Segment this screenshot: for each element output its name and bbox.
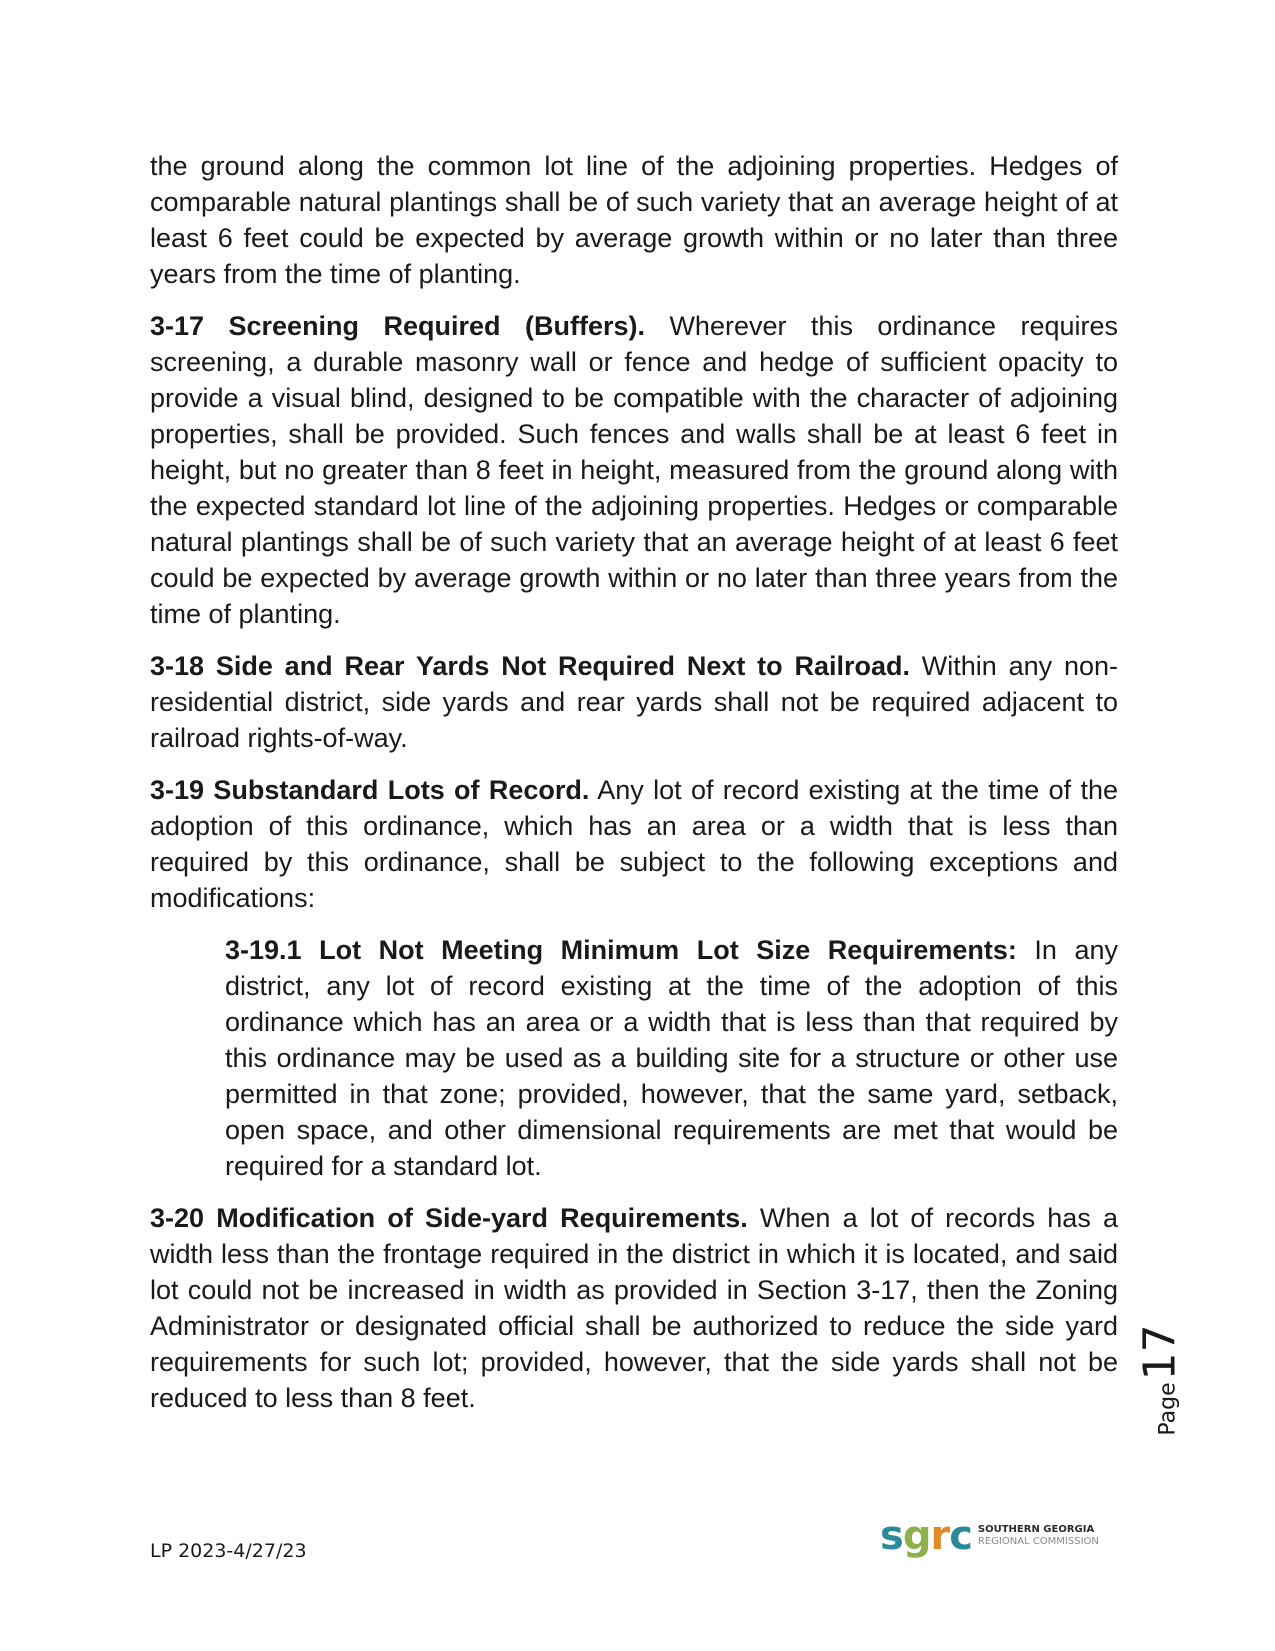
logo-mark: sgrc [880, 1513, 972, 1559]
page-digits: 17 [1134, 1324, 1186, 1381]
section-heading: 3-19 Substandard Lots of Record. [150, 775, 590, 805]
document-body [150, 148, 1118, 1432]
sgrc-logo [880, 1513, 1099, 1559]
logo-line1: SOUTHERN GEORGIA [977, 1524, 1095, 1535]
section-3-18 [150, 648, 1118, 756]
page-label: Page [1155, 1382, 1181, 1436]
section-text: Within any non-residential district, side yards and rear yards shall not be required adjacent to railroad rights-of-way. [150, 651, 1118, 753]
section-3-20 [150, 1200, 1118, 1416]
section-text: When a lot of records has a width less than the frontage required in the district in which it is located, and said lot could not be increased in width as provided in Section 3-17, then the Zoning Administrator or designated official shall be authorized to reduce the side yard requirements for such lot; provided, however, that the side yards shall not be reduced to less than 8 feet. [150, 1203, 1118, 1413]
section-heading: 3-20 Modification of Side-yard Requirements. [150, 1203, 748, 1233]
footer-date: LP 2023-4/27/23 [150, 1540, 307, 1562]
section-text: Wherever this ordinance requires screening, a durable masonry wall or fence and hedge of sufficient opacity to provide a visual blind, designed to be compatible with the character of adjoining properties, shall be provided. Such fences and walls shall be at least 6 feet in height, but no greater than 8 feet in height, measured from the ground along with the expected standard lot line of the adjoining properties. Hedges or comparable natural plantings shall be of such variety that an average height of at least 6 feet could be expected by average growth within or no later than three years from the time of planting. [150, 311, 1118, 629]
logo-text [978, 1524, 1099, 1548]
section-text: In any district, any lot of record existing at the time of the adoption of this ordinance which has an area or a width that is less than that required by this ordinance may be used as a building site for a structure or other use permitted in that zone; provided, however, that the same yard, setback, open space, and other dimensional requirements are met that would be required for a standard lot. [225, 935, 1118, 1181]
section-heading: 3-17 Screening Required (Buffers). [150, 311, 645, 341]
section-text: Any lot of record existing at the time of the adoption of this ordinance, which has an area or a width that is less than required by this ordinance, shall be subject to the following exceptions and modifications: [150, 775, 1118, 913]
section-3-19-1 [225, 932, 1118, 1184]
section-heading: 3-18 Side and Rear Yards Not Required Next to Railroad. [150, 651, 910, 681]
logo-line2: REGIONAL COMMISSION [977, 1536, 1099, 1547]
paragraph-text: the ground along the common lot line of the adjoining properties. Hedges of comparable natural plantings shall be of such variety that an average height of at least 6 feet could be expected by average growth within or no later than three years from the time of planting. [150, 151, 1118, 289]
section-3-17 [150, 308, 1118, 632]
paragraph-continuation [150, 148, 1118, 292]
section-heading: 3-19.1 Lot Not Meeting Minimum Lot Size Requirements: [225, 935, 1017, 965]
page-number-rotated [1135, 1324, 1186, 1435]
section-3-19 [150, 772, 1118, 916]
